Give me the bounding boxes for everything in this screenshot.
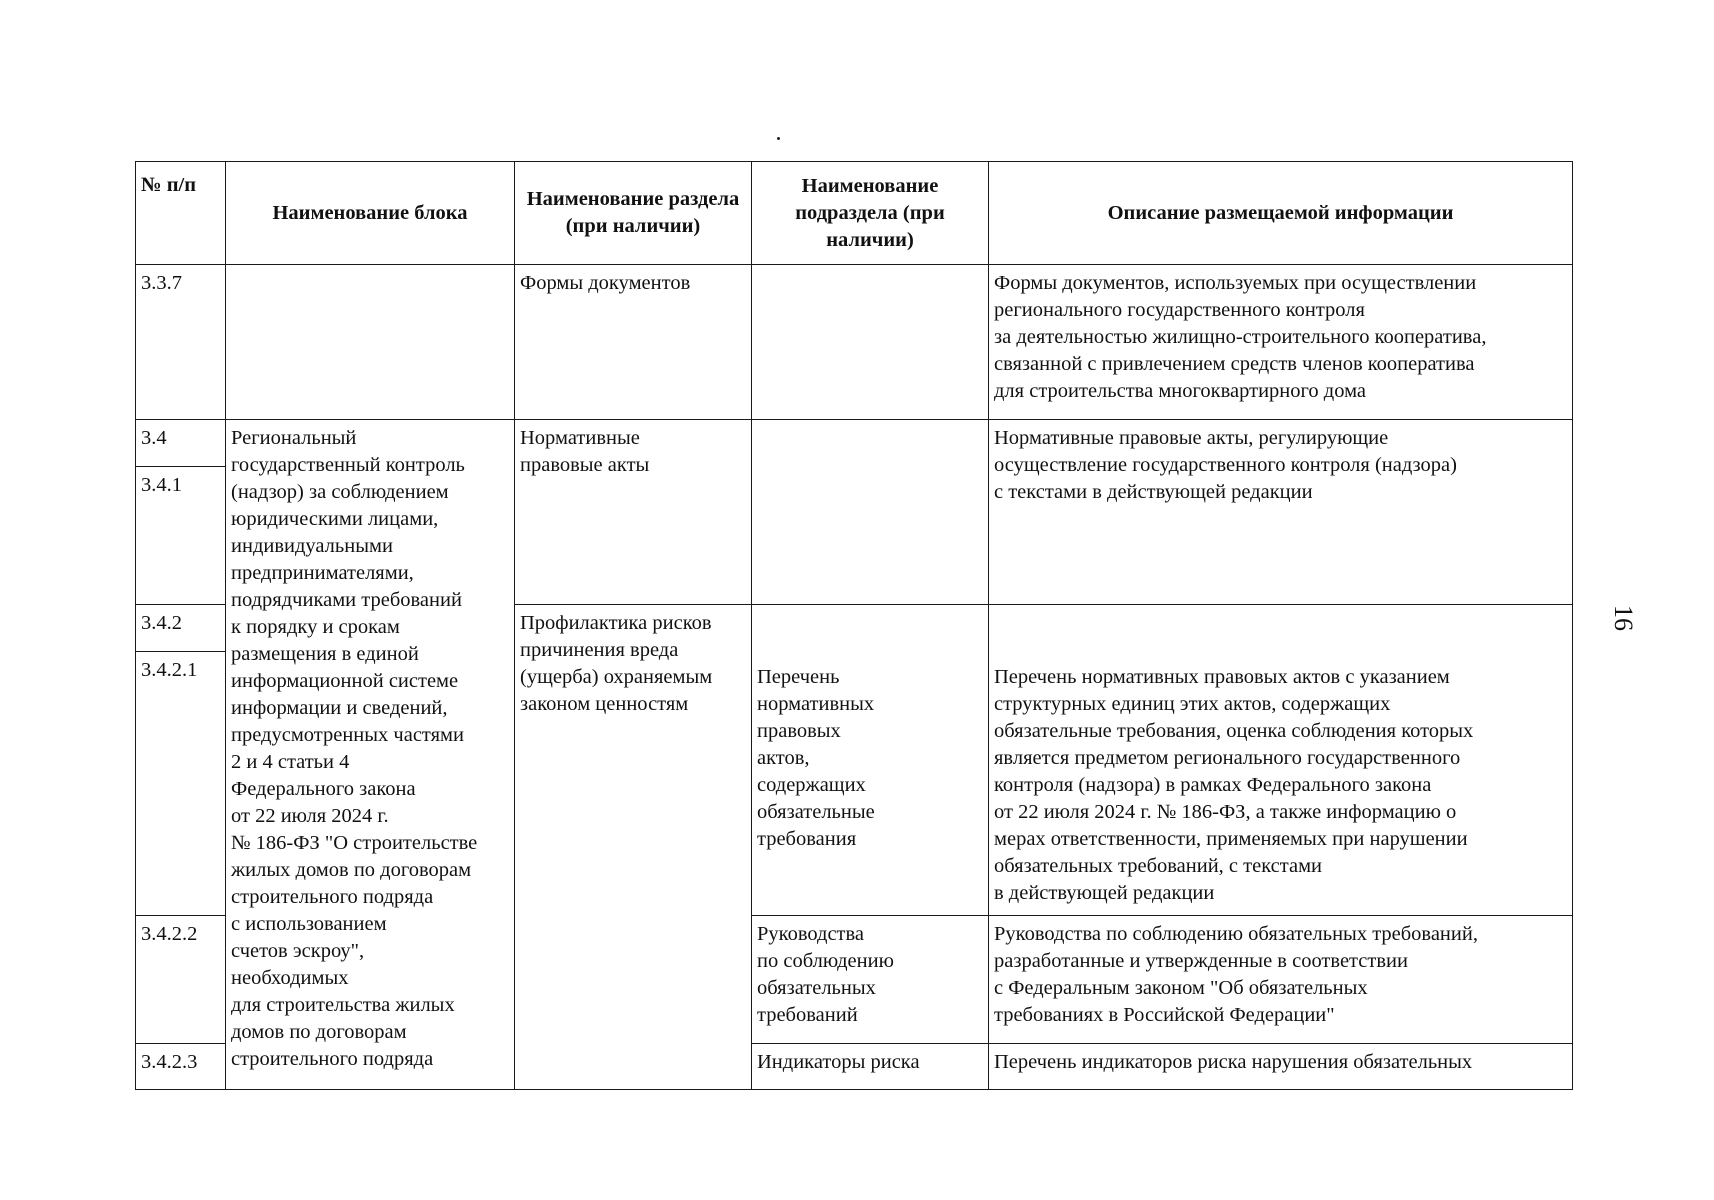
row-block: Региональный государственный контроль (надзор) за соблюдением юридическими лицами, индивидуальными предпринимателями, подрядчиками требований к порядку и срокам размещения в единой информационной системе информации и сведений, предусмотренных частями 2 и 4 статьи 4 Федерального закона от 22 июля 2024 г. № 186-ФЗ "О строительстве жилых домов по договорам строительного подряда с использованием счетов эскроу", необходимых для строительства жилых домов по договорам строительного подряда [226,420,515,1090]
row-num: 3.4.2.2 [136,916,226,1044]
header-block: Наименование блока [226,162,515,265]
row-num: 3.4.1 [136,467,226,605]
row-block [226,265,515,420]
table-row [136,420,1573,467]
row-num: 3.4 [136,420,226,467]
row-subsection [752,420,989,605]
row-num: 3.3.7 [136,265,226,420]
page-dot-mark [777,137,780,140]
row-num: 3.4.2.1 [136,652,226,916]
row-num: 3.4.2.3 [136,1044,226,1090]
row-description: Перечень индикаторов риска нарушения обязательных [989,1044,1573,1090]
table-row [136,265,1573,420]
row-description: Формы документов, используемых при осуществлении регионального государственного контроля за деятельностью жилищно-строительного кооператива, связанной с привлечением средств членов кооператива для строительства многоквартирного дома [989,265,1573,420]
header-section: Наименование раздела (при наличии) [515,162,752,265]
row-subsection: Руководства по соблюдению обязательных требований [752,916,989,1044]
row-num: 3.4.2 [136,605,226,652]
row-subsection: Индикаторы риска [752,1044,989,1090]
page-number: 16 [1609,605,1638,631]
row-section: Нормативные правовые акты [515,420,752,605]
header-num: № п/п [136,162,226,265]
row-subsection [752,265,989,420]
row-description: Перечень нормативных правовых актов с указанием структурных единиц этих актов, содержащих обязательные требования, оценка соблюдения которых является предметом регионального государственного контроля (надзора) в рамках Федерального закона от 22 июля 2024 г. № 186-ФЗ, а также информацию о мерах ответственности, применяемых при нарушении обязательных требований, с текстами в действующей редакции [989,605,1573,916]
header-subsection: Наименование подраздела (при наличии) [752,162,989,265]
row-description: Нормативные правовые акты, регулирующие осуществление государственного контроля (надзора) с текстами в действующей редакции [989,420,1573,605]
table-header-row [136,162,1573,265]
header-description: Описание размещаемой информации [989,162,1573,265]
row-description: Руководства по соблюдению обязательных требований, разработанные и утвержденные в соответствии с Федеральным законом "Об обязательных требованиях в Российской Федерации" [989,916,1573,1044]
info-table [135,161,1573,1090]
row-section: Формы документов [515,265,752,420]
row-subsection: Перечень нормативных правовых актов, содержащих обязательные требования [752,605,989,916]
row-section: Профилактика рисков причинения вреда (ущерба) охраняемым законом ценностям [515,605,752,1090]
